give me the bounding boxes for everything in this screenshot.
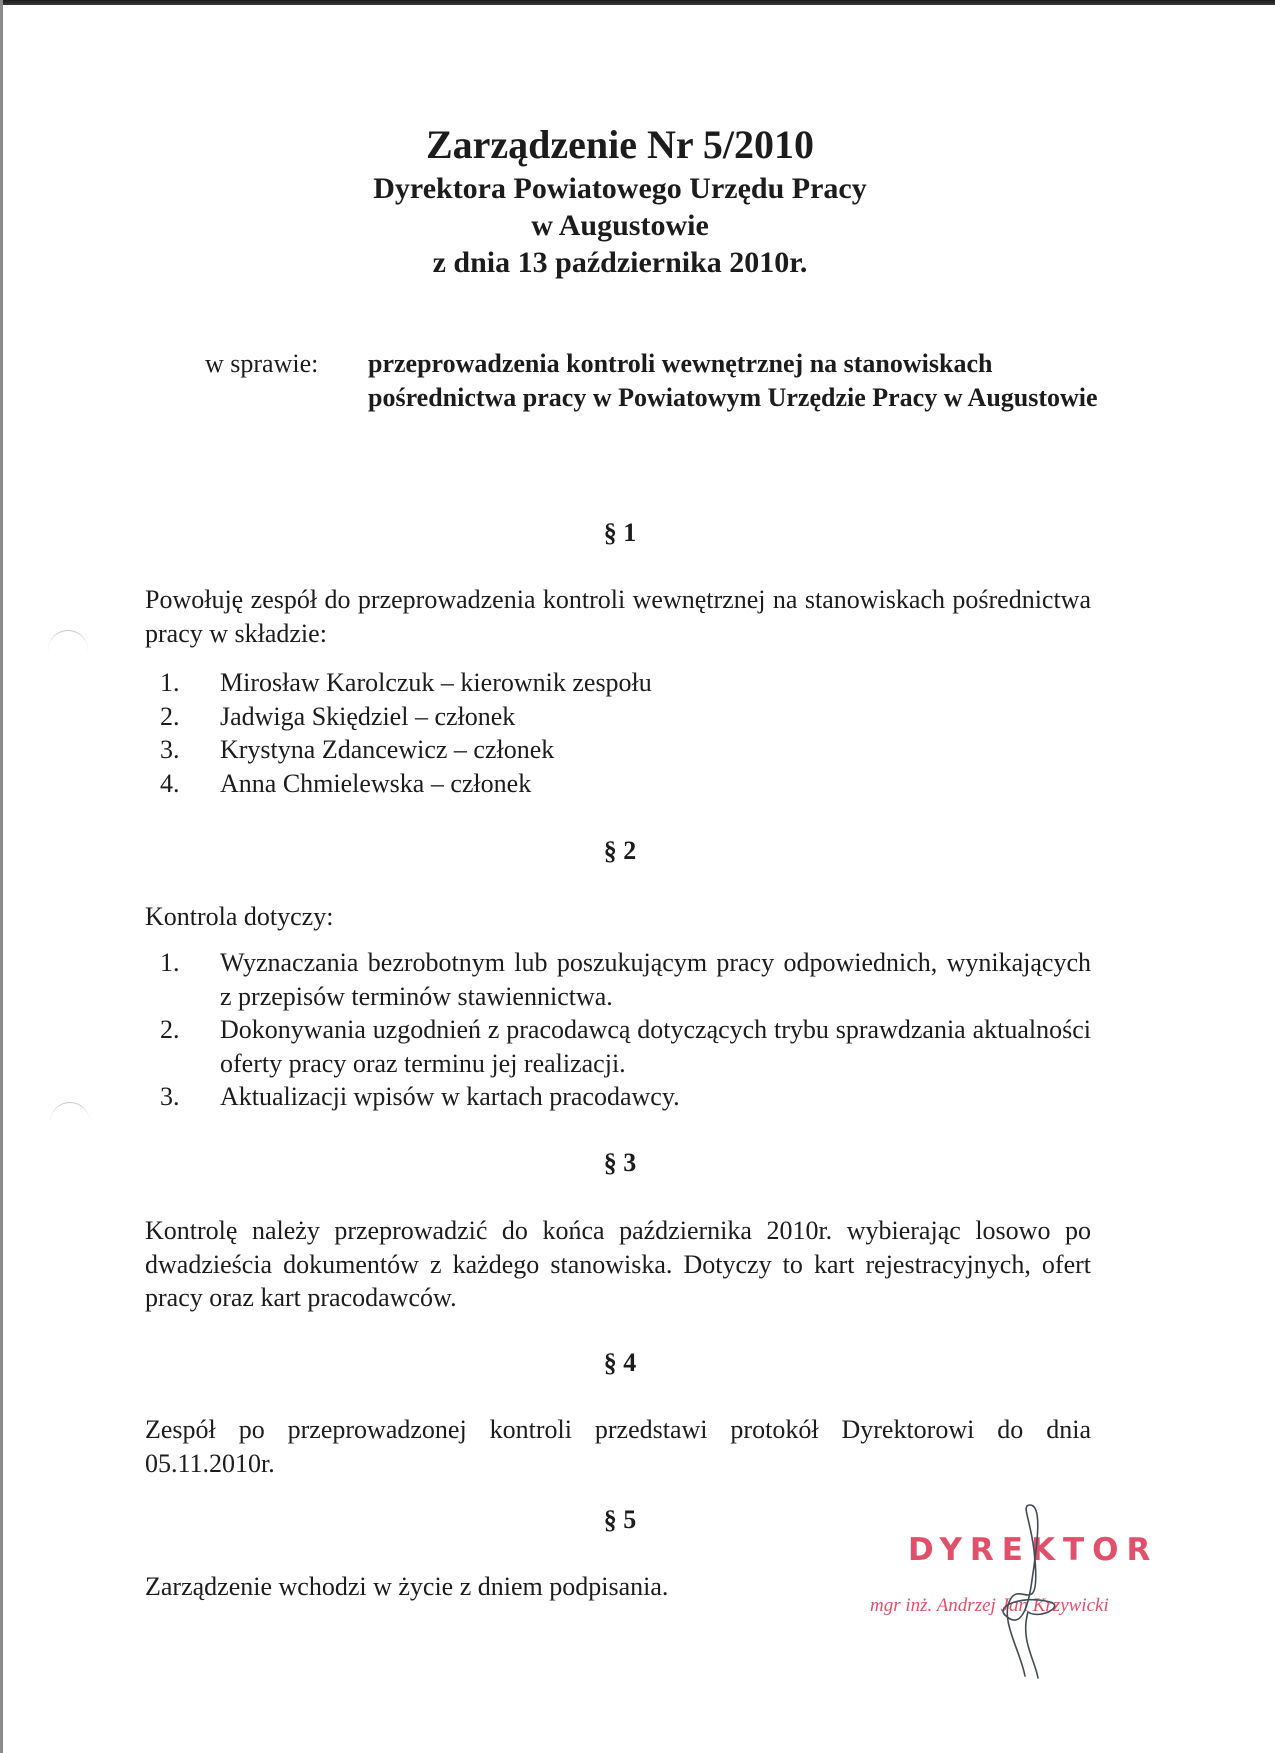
section-5-text: Zarządzenie wchodzi w życie z dniem podpisania. [145,1572,669,1601]
handwritten-signature [980,1500,1100,1680]
document-title: Zarządzenie Nr 5/2010 [425,122,815,167]
subject-label: w sprawie: [205,349,319,378]
subject-text: przeprowadzenia kontroli wewnętrznej na stanowiskach pośrednictwa pracy w Powiatowym Urzędzie Pracy w Augustowie [368,349,1098,412]
list-item: 2. Dokonywania uzgodnień z pracodawcą dotyczących trybu sprawdzania aktualności oferty pracy oraz terminu jej realizacji. [160,1015,1091,1078]
punch-hole-mark [48,630,88,671]
scan-edge-top [0,0,1275,5]
punch-hole-mark [50,1102,90,1143]
list-item: 3. Krystyna Zdancewicz – członek [160,735,555,764]
section-mark-5: § 5 [603,1505,637,1534]
list-item: 1. Mirosław Karolczuk – kierownik zespołu [160,668,652,697]
section-mark-4: § 4 [603,1348,637,1377]
document-date: z dnia 13 października 2010r. [432,246,808,279]
stamp-title: DYREKTOR [908,1532,1159,1568]
document-subtitle-line: w Augustowie [531,209,709,242]
section-4-text: Zespół po przeprowadzonej kontroli przedstawi protokół Dyrektorowi do dnia 05.11.2010r. [145,1415,1091,1478]
list-item: 3. Aktualizacji wpisów w kartach pracodawcy. [160,1082,680,1111]
list-item: 4. Anna Chmielewska – członek [160,768,532,798]
section-2-intro: Kontrola dotyczy: [145,902,334,931]
document-subtitle-line: Dyrektora Powiatowego Urzędu Pracy [373,172,867,205]
section-1-intro: Powołuję zespół do przeprowadzenia kontroli wewnętrznej na stanowiskach pośrednictwa pracy w składzie: [145,585,1091,648]
section-mark-2: § 2 [603,836,637,865]
document-header [0,120,1240,281]
team-member-list [160,666,1091,800]
list-item: 1. Wyznaczania bezrobotnym lub poszukującym pracy odpowiednich, wynikających z przepisów terminów stawiennictwa. [160,948,1091,1011]
list-item: 2. Jadwiga Skiędziel – członek [160,701,516,731]
section-mark-1: § 1 [603,518,637,547]
section-3-text: Kontrolę należy przeprowadzić do końca października 2010r. wybierając losowo po dwadzieścia dokumentów z każdego stanowiska. Dotyczy to kart rejestracyjnych, ofert pracy oraz kart pracodawców. [145,1216,1091,1312]
control-scope-list [160,946,1091,1114]
section-mark-3: § 3 [603,1148,637,1177]
stamp-name: mgr inż. Andrzej Jan Krzywicki [870,1595,1109,1616]
director-stamp [870,1500,1170,1680]
